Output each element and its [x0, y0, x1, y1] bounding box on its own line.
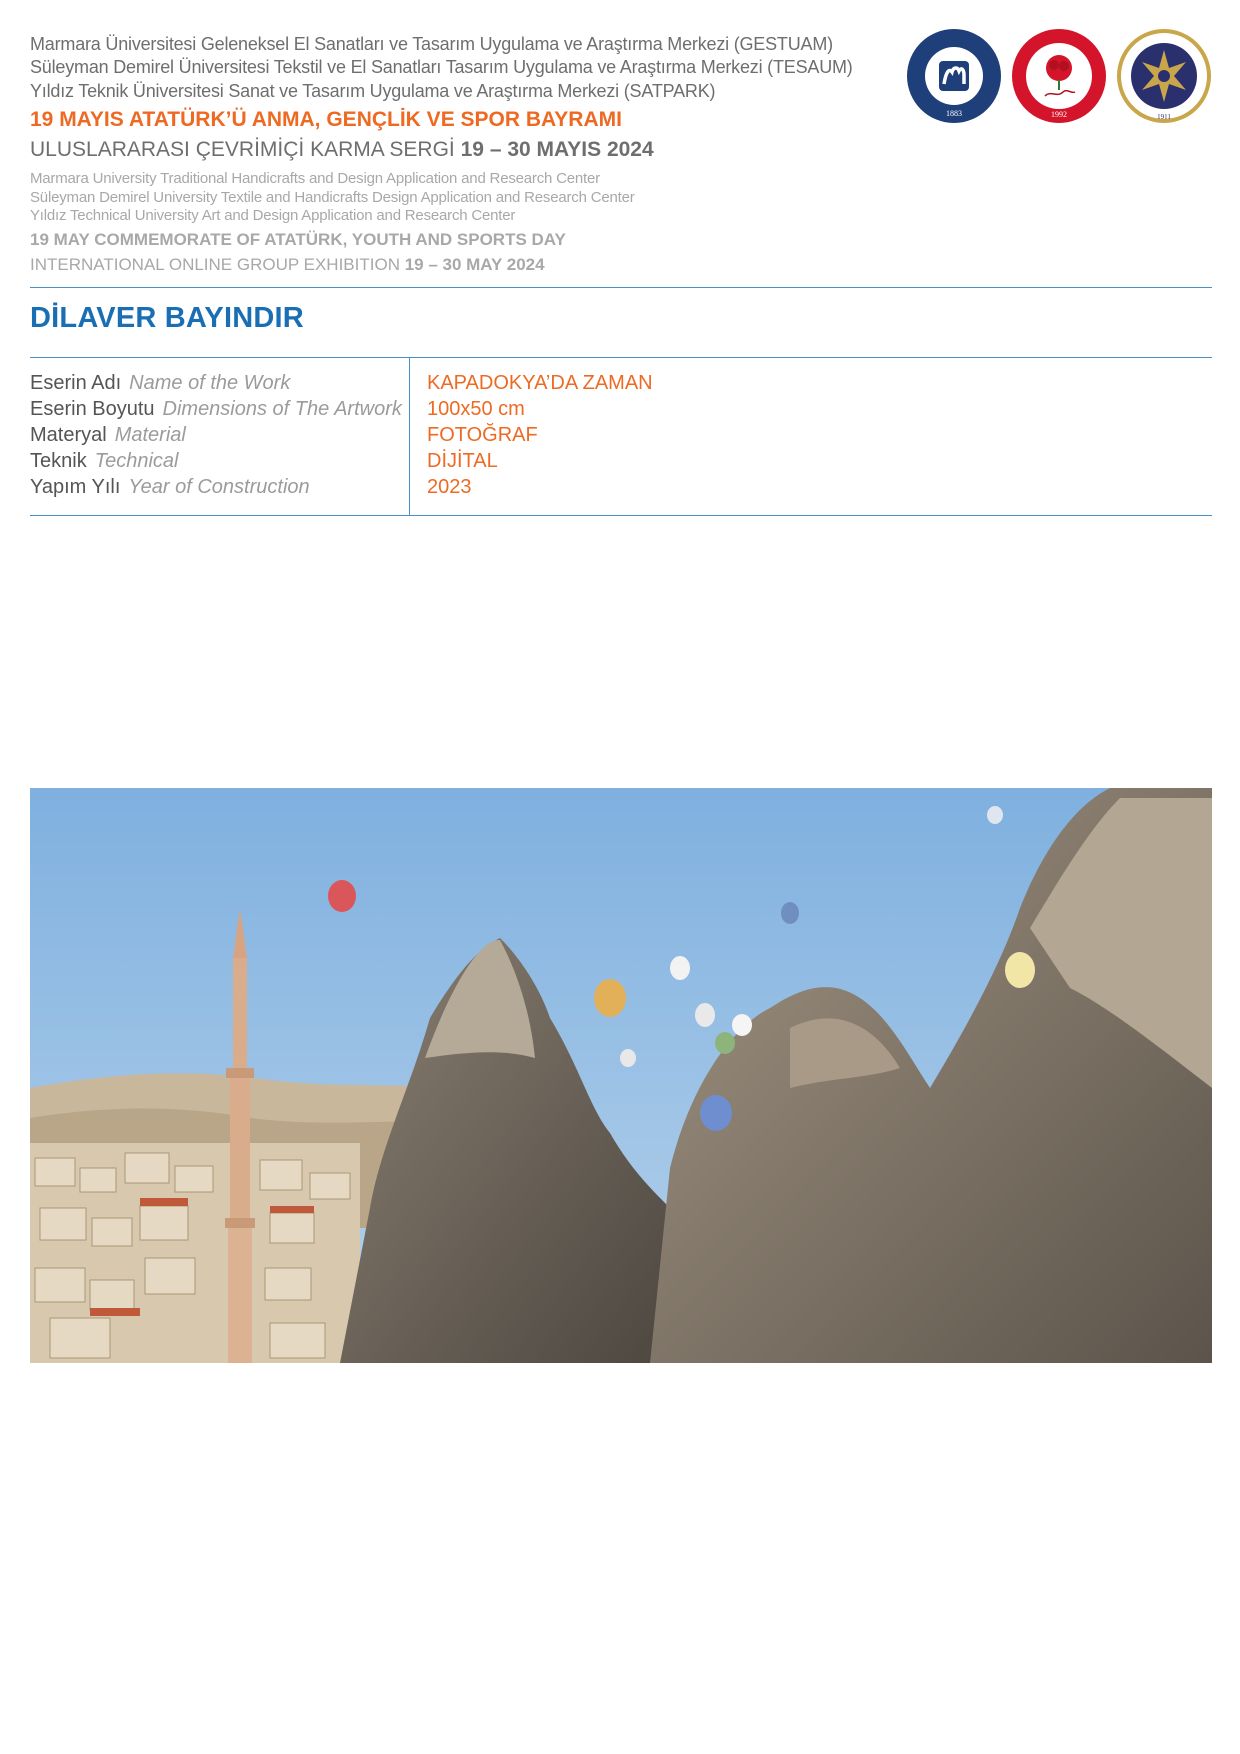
value-year: 2023 [427, 476, 472, 498]
institution-line-tesaum: Süleyman Demirel Üniversitesi Tekstil ve El Sanatları Tasarım Uygulama ve Araştırma Merkezi (TESAUM) [30, 57, 853, 77]
value-name-of-work: KAPADOKYA’DA ZAMAN [427, 372, 653, 394]
value-technical: DİJİTAL [427, 450, 498, 472]
exhibition-dates-tr: 19 – 30 MAYIS 2024 [460, 138, 654, 161]
institution-line-en-ytu: Yıldız Technical University Art and Design Application and Research Center [30, 207, 516, 224]
label-dimensions: Eserin Boyutu Dimensions of The Artwork [30, 398, 402, 420]
institution-line-satpark: Yıldız Teknik Üniversitesi Sanat ve Tasarım Uygulama ve Araştırma Merkezi (SATPARK) [30, 81, 716, 101]
header-divider [30, 287, 1212, 288]
table-column-divider [409, 357, 410, 515]
exhibition-title-tr [30, 138, 654, 162]
table-bottom-divider [30, 515, 1212, 516]
exhibition-title-en [30, 255, 545, 275]
suleyman-demirel-university-seal-icon [1011, 28, 1107, 124]
label-year: Yapım Yılı Year of Construction [30, 476, 310, 498]
exhibition-name-en: INTERNATIONAL ONLINE GROUP EXHIBITION [30, 255, 400, 274]
sdu-year: 1992 [1051, 110, 1067, 119]
label-technical: Teknik Technical [30, 450, 179, 472]
artwork-photo [30, 788, 1212, 1363]
institution-line-en-marmara: Marmara University Traditional Handicrafts and Design Application and Research Center [30, 170, 600, 187]
artist-name: DİLAVER BAYINDIR [30, 302, 304, 334]
marmara-university-seal-icon [906, 28, 1002, 124]
exhibition-name-tr: ULUSLARARASI ÇEVRİMİÇİ KARMA SERGİ [30, 138, 455, 161]
table-top-divider [30, 357, 1212, 358]
yildiz-technical-university-seal-icon [1116, 28, 1212, 124]
marmara-year: 1883 [946, 109, 962, 118]
value-dimensions: 100x50 cm [427, 398, 525, 420]
exhibition-dates-en: 19 – 30 MAY 2024 [404, 255, 545, 274]
event-title-tr: 19 MAYIS ATATÜRK’Ü ANMA, GENÇLİK VE SPOR BAYRAMI [30, 108, 622, 131]
institution-line-en-sdu: Süleyman Demirel University Textile and Handicrafts Design Application and Research Center [30, 189, 635, 206]
institution-line-gestuam: Marmara Üniversitesi Geleneksel El Sanatları ve Tasarım Uygulama ve Araştırma Merkezi (GESTUAM) [30, 34, 833, 54]
event-title-en: 19 MAY COMMEMORATE OF ATATÜRK, YOUTH AND SPORTS DAY [30, 230, 566, 249]
label-material: Materyal Material [30, 424, 186, 446]
value-material: FOTOĞRAF [427, 424, 538, 446]
ytu-year: 1911 [1157, 113, 1171, 121]
label-name-of-work: Eserin Adı Name of the Work [30, 372, 291, 394]
